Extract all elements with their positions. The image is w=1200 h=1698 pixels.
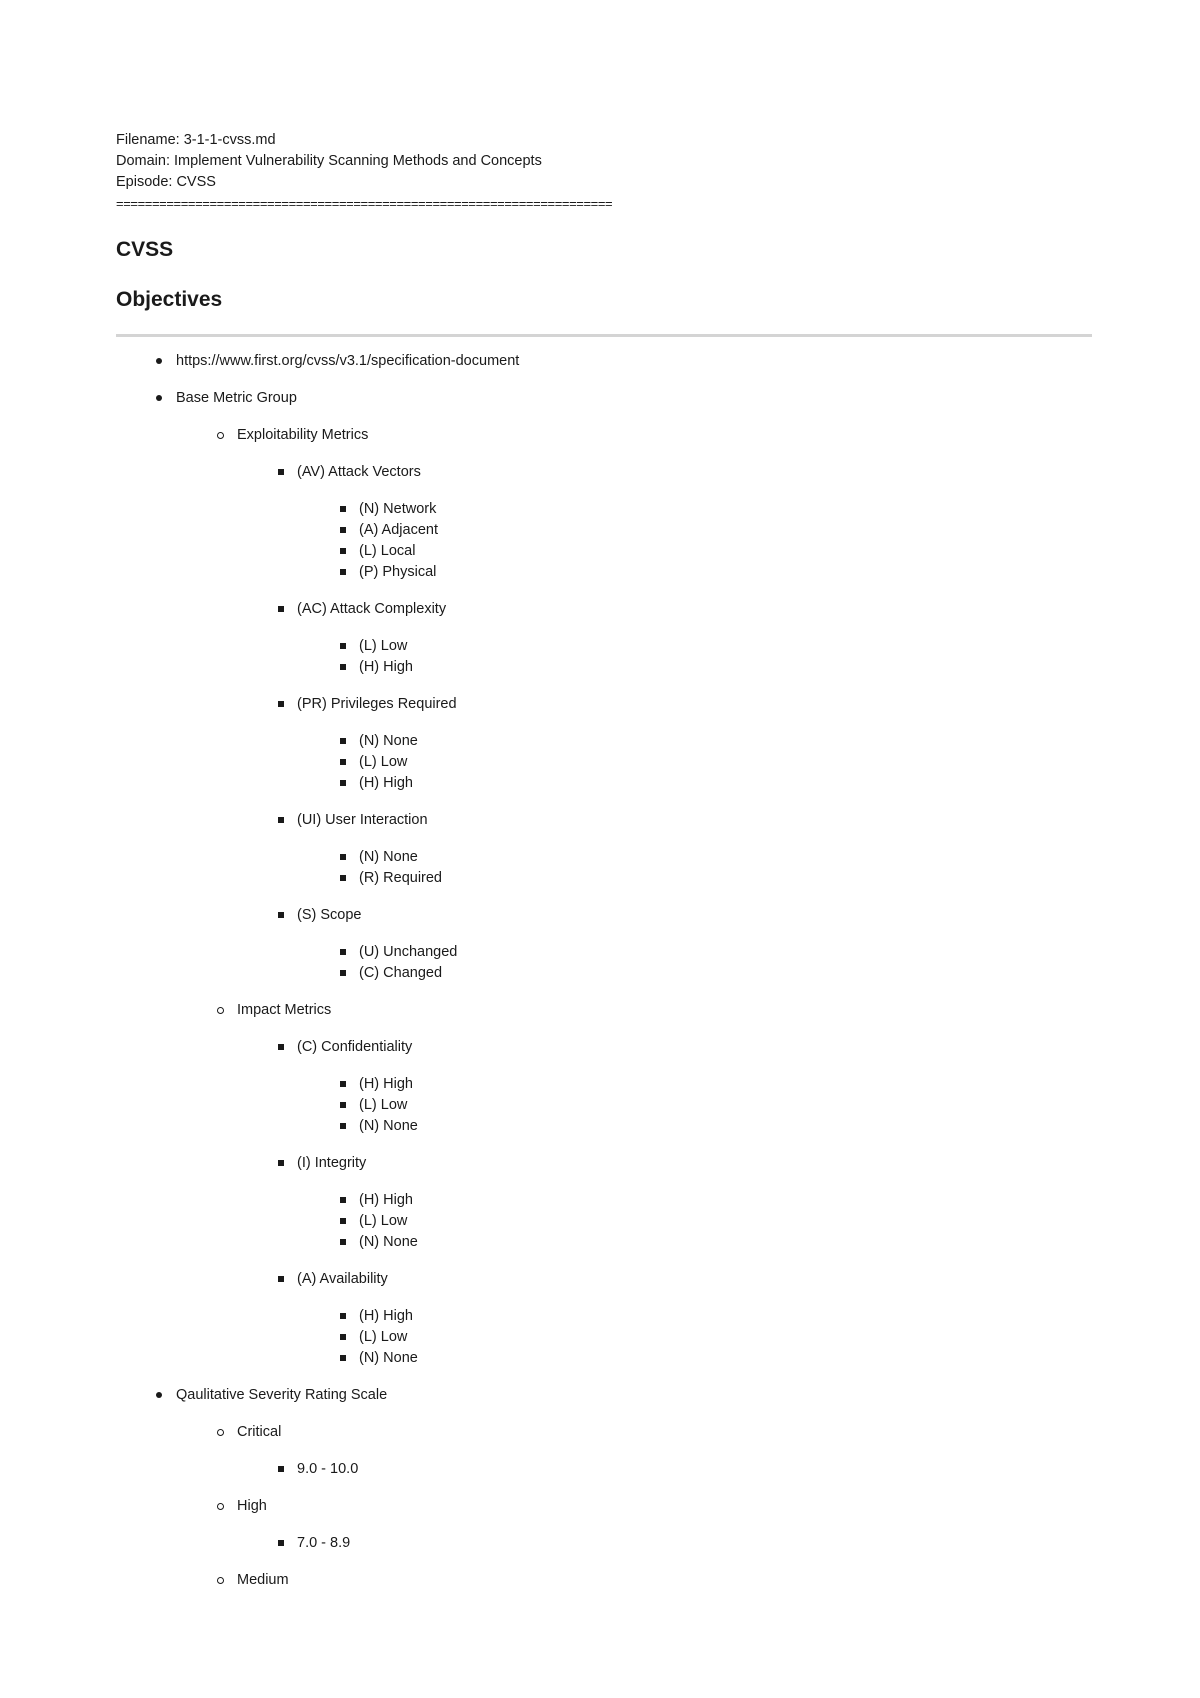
- circle-bullet-icon: [217, 1007, 224, 1014]
- square-bullet-icon: [340, 1123, 346, 1129]
- square-bullet-icon: [340, 780, 346, 786]
- list-item-text: Medium: [237, 1572, 289, 1588]
- square-bullet-icon: [340, 643, 346, 649]
- square-bullet-icon: [340, 970, 346, 976]
- list-item-text: (H) High: [359, 1192, 413, 1208]
- list-item-text: (N) None: [359, 849, 418, 865]
- list-item-text: (I) Integrity: [297, 1155, 367, 1171]
- list-item-text: (N) None: [359, 1118, 418, 1134]
- square-bullet-icon: [340, 1313, 346, 1319]
- separator-line: =====================================================================: [116, 196, 613, 211]
- circle-bullet-icon: [217, 1429, 224, 1436]
- filename-line: Filename: 3-1-1-cvss.md: [116, 132, 276, 148]
- list-item-text: 9.0 - 10.0: [297, 1461, 359, 1477]
- square-bullet-icon: [340, 1197, 346, 1203]
- square-bullet-icon: [340, 506, 346, 512]
- list-item-text: (L) Low: [359, 638, 408, 654]
- list-item-text: Qaulitative Severity Rating Scale: [176, 1387, 388, 1403]
- disc-bullet-icon: [156, 1392, 162, 1398]
- square-bullet-icon: [278, 1044, 284, 1050]
- square-bullet-icon: [278, 701, 284, 707]
- list-item-text: https://www.first.org/cvss/v3.1/specification-document: [176, 353, 520, 369]
- list-item-text: (R) Required: [359, 870, 442, 886]
- list-item-text: (L) Low: [359, 1329, 408, 1345]
- list-item-text: (S) Scope: [297, 907, 362, 923]
- list-item-text: (N) None: [359, 1350, 418, 1366]
- square-bullet-icon: [340, 1081, 346, 1087]
- square-bullet-icon: [340, 1355, 346, 1361]
- list-item-text: (H) High: [359, 775, 413, 791]
- list-item-text: (A) Adjacent: [359, 522, 438, 538]
- episode-line: Episode: CVSS: [116, 174, 216, 190]
- list-item-text: (AV) Attack Vectors: [297, 464, 421, 480]
- list-item-text: (L) Low: [359, 754, 408, 770]
- list-item-text: (UI) User Interaction: [297, 812, 428, 828]
- list-item-text: 7.0 - 8.9: [297, 1535, 351, 1551]
- square-bullet-icon: [340, 527, 346, 533]
- list-item-text: (P) Physical: [359, 564, 437, 580]
- domain-line: Domain: Implement Vulnerability Scanning Methods and Concepts: [116, 153, 542, 169]
- list-item-text: (L) Low: [359, 1097, 408, 1113]
- list-item-text: (C) Confidentiality: [297, 1039, 413, 1055]
- list-item-text: Impact Metrics: [237, 1002, 332, 1018]
- list-item-text: High: [237, 1498, 267, 1514]
- square-bullet-icon: [278, 469, 284, 475]
- list-item-text: (L) Local: [359, 543, 416, 559]
- page-title: CVSS: [116, 238, 174, 261]
- list-item-text: (H) High: [359, 659, 413, 675]
- square-bullet-icon: [340, 949, 346, 955]
- list-item-text: (N) None: [359, 733, 418, 749]
- square-bullet-icon: [278, 817, 284, 823]
- disc-bullet-icon: [156, 358, 162, 364]
- list-item-text: (AC) Attack Complexity: [297, 601, 447, 617]
- square-bullet-icon: [340, 875, 346, 881]
- square-bullet-icon: [278, 1276, 284, 1282]
- section-title: Objectives: [116, 288, 223, 311]
- file-metadata: [116, 130, 612, 214]
- list-item-text: (N) Network: [359, 501, 437, 517]
- list-item-text: (A) Availability: [297, 1271, 388, 1287]
- square-bullet-icon: [278, 912, 284, 918]
- list-item-text: (L) Low: [359, 1213, 408, 1229]
- square-bullet-icon: [340, 1239, 346, 1245]
- list-item-text: (H) High: [359, 1308, 413, 1324]
- square-bullet-icon: [340, 1102, 346, 1108]
- list-item-text: (N) None: [359, 1234, 418, 1250]
- circle-bullet-icon: [217, 432, 224, 439]
- circle-bullet-icon: [217, 1503, 224, 1510]
- square-bullet-icon: [278, 1466, 284, 1472]
- square-bullet-icon: [340, 569, 346, 575]
- section-divider: [116, 334, 1092, 337]
- list-item-text: (H) High: [359, 1076, 413, 1092]
- square-bullet-icon: [278, 1540, 284, 1546]
- list-item-text: Base Metric Group: [176, 390, 297, 406]
- square-bullet-icon: [340, 759, 346, 765]
- list-item-text: Critical: [237, 1424, 282, 1440]
- square-bullet-icon: [340, 664, 346, 670]
- square-bullet-icon: [340, 1334, 346, 1340]
- square-bullet-icon: [278, 606, 284, 612]
- list-item-text: (PR) Privileges Required: [297, 696, 457, 712]
- square-bullet-icon: [340, 1218, 346, 1224]
- list-item-text: (C) Changed: [359, 965, 443, 981]
- square-bullet-icon: [340, 738, 346, 744]
- list-item-text: (U) Unchanged: [359, 944, 458, 960]
- list-item-text: Exploitability Metrics: [237, 427, 369, 443]
- square-bullet-icon: [340, 854, 346, 860]
- square-bullet-icon: [340, 548, 346, 554]
- circle-bullet-icon: [217, 1577, 224, 1584]
- disc-bullet-icon: [156, 395, 162, 401]
- square-bullet-icon: [278, 1160, 284, 1166]
